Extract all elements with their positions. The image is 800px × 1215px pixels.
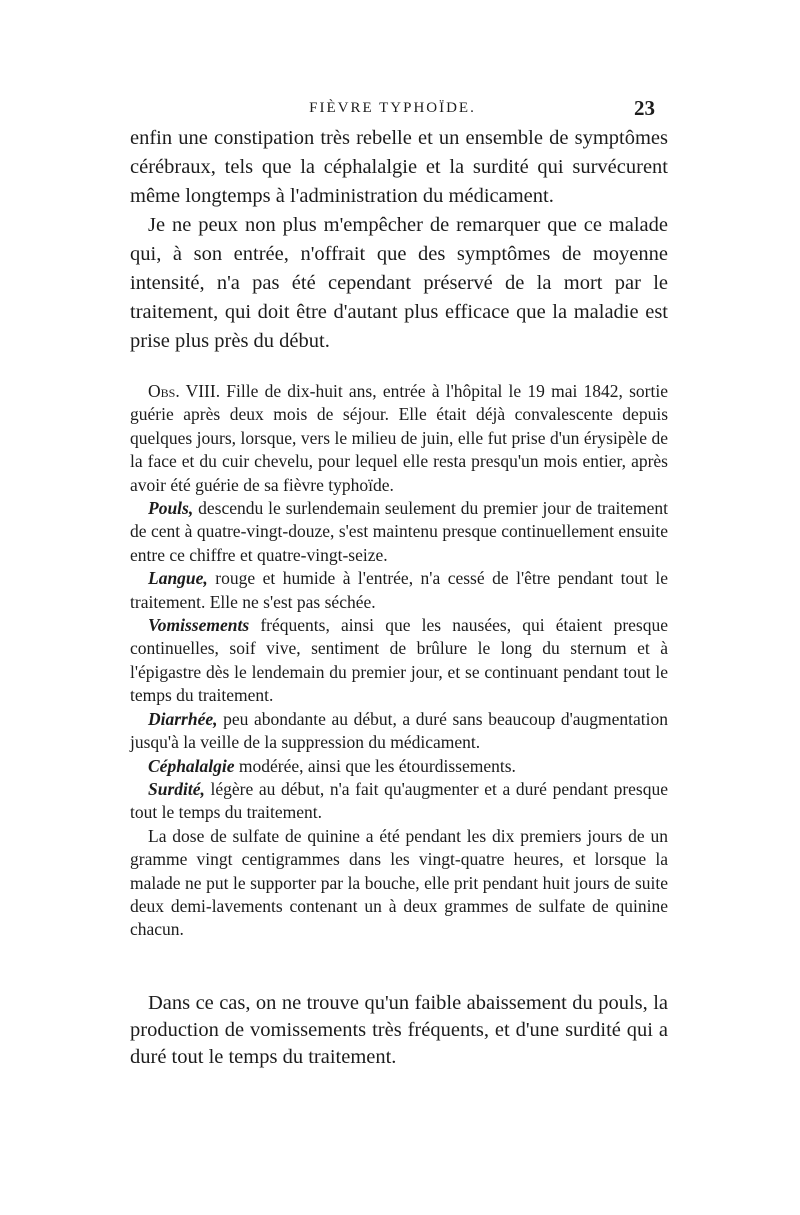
page-header — [130, 96, 655, 120]
symptom-term: Pouls, — [148, 498, 194, 519]
symptom-text: modérée, ainsi que les étourdissements. — [238, 755, 516, 776]
observation-intro — [130, 380, 668, 497]
observation-block — [130, 380, 668, 942]
symptom-term: Vomissements — [148, 615, 250, 636]
paragraph-continuation: enfin une constipation très rebelle et un ensemble de symptômes cérébraux, tels que la céphalalgie et la surdité qui survécurent même longtemps à l'administration du médicament. — [130, 127, 668, 207]
symptom-diarrhee — [130, 708, 668, 755]
page-number: 23 — [634, 96, 655, 120]
symptom-surdite — [130, 778, 668, 825]
symptom-term: Diarrhée, — [148, 708, 218, 729]
symptom-text: rouge et humide à l'entrée, n'a cessé de l'être pendant tout le traitement. Elle ne s'est pas séchée. — [130, 568, 669, 612]
conclusion-paragraph: Dans ce cas, on ne trouve qu'un faible abaissement du pouls, la production de vomissements très fréquents, et d'une surdité qui a duré tout le temps du traitement. — [130, 992, 668, 1068]
symptom-text: descendu le surlendemain seulement du premier jour de traitement de cent à quatre-vingt-douze, s'est maintenu presque continuellement ensuite entre ce chiffre et quatre-vingt-seize. — [130, 498, 669, 565]
symptom-text: peu abondante au début, a duré sans beaucoup d'augmentation jusqu'à la veille de la suppression du médicament. — [130, 708, 668, 753]
paragraph-remark: Je ne peux non plus m'empêcher de remarquer que ce malade qui, à son entrée, n'offrait que des symptômes de moyenne intensité, n'a pas été cependant préservé de la mort par le traitement, qui doit être d'autant plus efficace que la maladie est prise plus près du début. — [130, 214, 668, 352]
symptom-text: fréquents, ainsi que les nausées, qui étaient presque continuelles, soif vive, sentiment de brûlure le long du sternum et à l'épigastre dès le lendemain du premier jour, et se continuant pendant tout le temps du traitement. — [130, 615, 669, 706]
observation-intro-text: Fille de dix-huit ans, entrée à l'hôpital le 19 mai 1842, sortie guérie après deux mois de séjour. Elle était déjà convalescente depuis quelques jours, lorsque, vers le milieu de juin, elle fut prise d'un érysipèle de la face et du cuir chevelu, pour lequel elle resta presqu'un mois entier, après avoir été guérie de sa fièvre typhoïde. — [130, 381, 668, 495]
symptom-text: légère au début, n'a fait qu'augmenter et a duré pendant presque tout le temps du traitement. — [130, 778, 669, 823]
symptom-cephalalgie — [130, 755, 668, 778]
observation-label: Obs. VIII. — [148, 381, 221, 401]
running-title: FIÈVRE TYPHOÏDE. — [309, 100, 476, 116]
conclusion-block — [130, 990, 668, 1071]
symptom-term: Langue, — [148, 568, 208, 589]
symptom-langue — [130, 567, 668, 614]
main-text — [130, 124, 668, 356]
symptom-term: Céphalalgie — [148, 755, 235, 776]
symptom-vomissements — [130, 614, 668, 708]
symptom-pouls — [130, 497, 668, 567]
symptom-term: Surdité, — [148, 778, 205, 799]
dose-paragraph: La dose de sulfate de quinine a été pendant les dix premiers jours de un gramme vingt centigrammes dans les vingt-quatre heures, et lorsque la malade ne put le supporter par la bouche, elle prit pendant huit jours de suite deux demi-lavements contenant un à deux grammes de sulfate de quinine chacun. — [130, 825, 668, 940]
